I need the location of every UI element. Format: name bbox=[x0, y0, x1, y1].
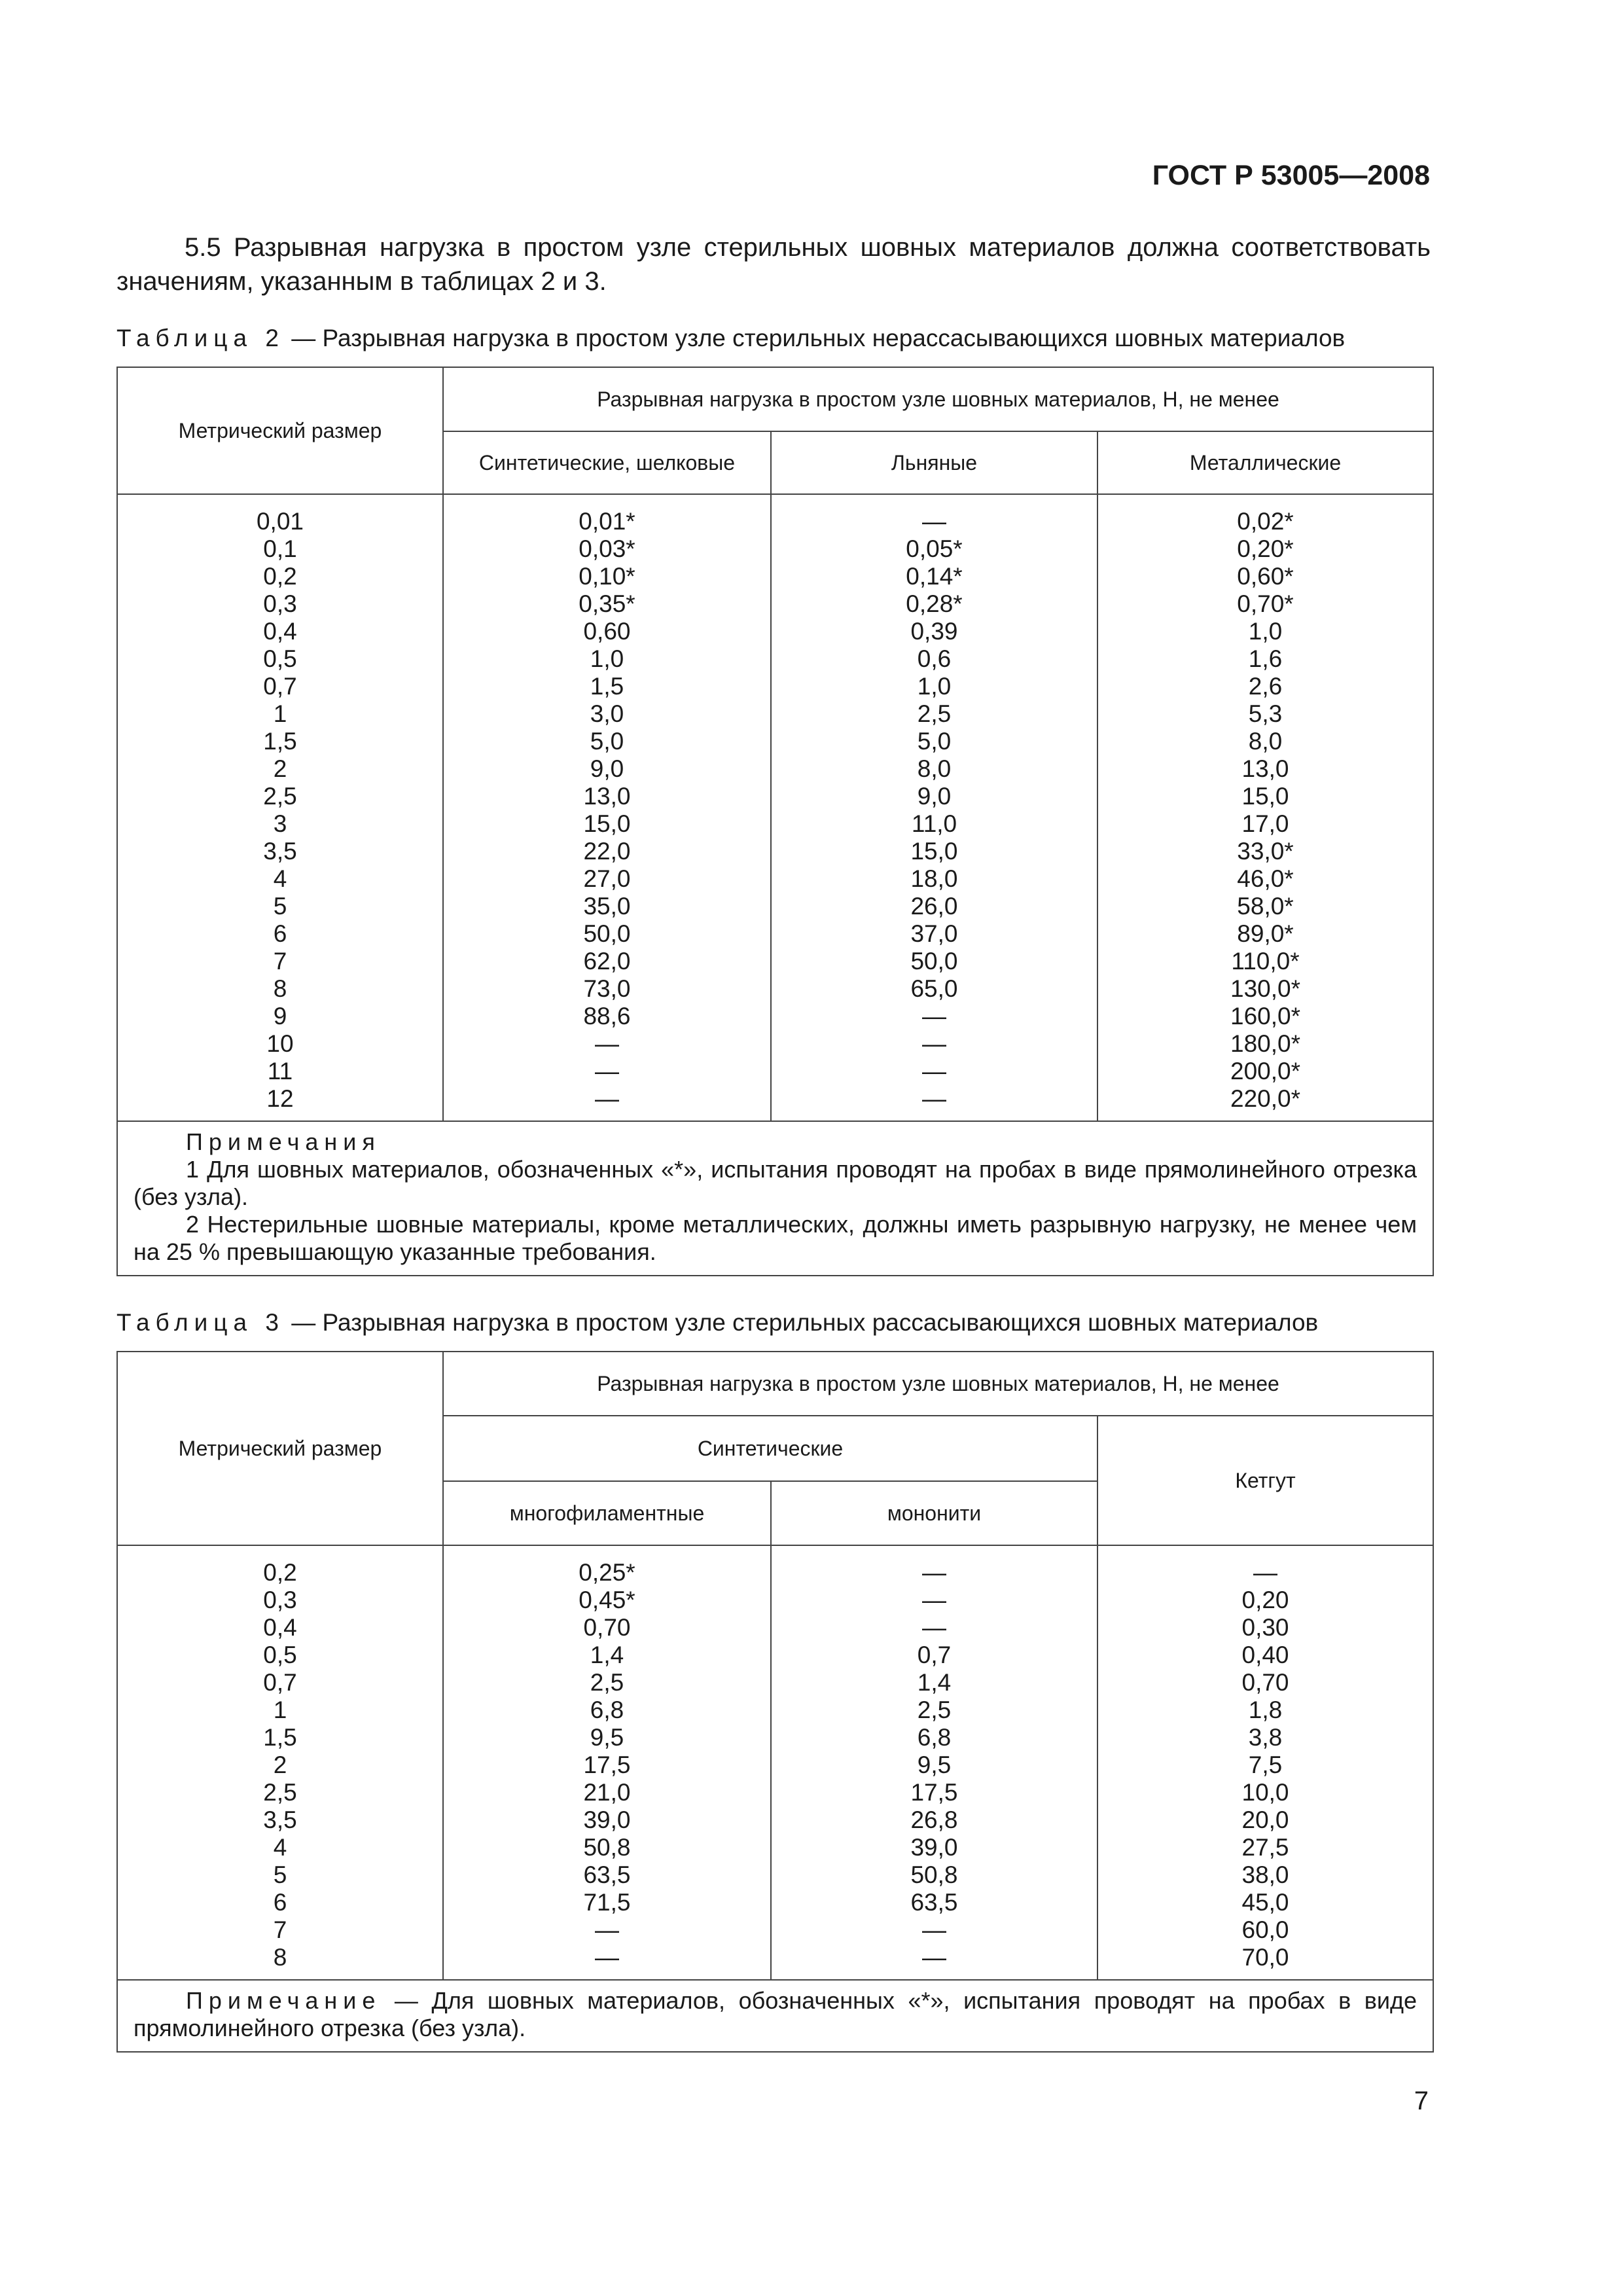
table3-note-text: — Для шовных материалов, обозначенных «*», испытания проводят на пробах в виде прямолинейного отрезка (без узла). bbox=[134, 1987, 1418, 2041]
table-cell: — bbox=[922, 1030, 946, 1057]
table-cell: 9 bbox=[273, 1003, 287, 1030]
table-cell: 0,05* bbox=[906, 535, 963, 562]
table-cell: 0,14* bbox=[906, 563, 963, 590]
table2-header-size: Метрический размер bbox=[117, 367, 443, 494]
table-cell: 2,6 bbox=[1248, 673, 1283, 700]
table2-col-metal bbox=[1097, 494, 1433, 1121]
table-cell: — bbox=[922, 508, 946, 535]
table-cell: 7,5 bbox=[1248, 1751, 1283, 1778]
table-cell: 0,30 bbox=[1241, 1614, 1289, 1641]
table3-header-multi: многофиламентные bbox=[443, 1481, 771, 1545]
table-cell: 5 bbox=[273, 893, 287, 920]
table2-notes bbox=[117, 1121, 1433, 1276]
table-cell: 2,5 bbox=[263, 783, 297, 810]
table-cell: 71,5 bbox=[583, 1889, 631, 1916]
table2 bbox=[116, 367, 1434, 1276]
table-cell: 46,0* bbox=[1237, 865, 1294, 892]
table2-caption bbox=[116, 325, 1345, 352]
table-cell: 3 bbox=[273, 810, 287, 837]
table-cell: 15,0 bbox=[1241, 783, 1289, 810]
table-cell: 1,4 bbox=[917, 1669, 952, 1696]
table-cell: 18,0 bbox=[910, 865, 958, 892]
table-cell: 50,0 bbox=[910, 948, 958, 975]
table2-note-2: 2 Нестерильные шовные материалы, кроме металлических, должны иметь разрывную нагрузку, не менее чем на 25 % превышающую указанные требования. bbox=[134, 1211, 1418, 1265]
table-cell: 1 bbox=[273, 700, 287, 727]
table-cell: — bbox=[922, 1085, 946, 1112]
table2-header-linen: Льняные bbox=[771, 431, 1097, 494]
table-cell: 0,45* bbox=[579, 1587, 635, 1613]
table-cell: 26,8 bbox=[910, 1806, 958, 1833]
table-cell: 6,8 bbox=[590, 1696, 624, 1723]
table-cell: 0,4 bbox=[263, 1614, 297, 1641]
table-cell: 2,5 bbox=[263, 1779, 297, 1806]
table-cell: 7 bbox=[273, 948, 287, 975]
table-cell: 110,0* bbox=[1231, 948, 1300, 975]
table-cell: 0,01 bbox=[256, 508, 304, 535]
table-cell: 0,01* bbox=[579, 508, 635, 535]
table-cell: 26,0 bbox=[910, 893, 958, 920]
table-cell: 0,40 bbox=[1241, 1641, 1289, 1668]
table-cell: 4 bbox=[273, 1834, 287, 1861]
table-cell: 2 bbox=[273, 1751, 287, 1778]
table-cell: — bbox=[922, 1944, 946, 1971]
table-cell: 0,60 bbox=[583, 618, 631, 645]
table-cell: 8 bbox=[273, 975, 287, 1002]
table3-col-size bbox=[117, 1545, 443, 1980]
table-cell: 0,3 bbox=[263, 590, 297, 617]
table-cell: 9,0 bbox=[917, 783, 952, 810]
table-cell: 6 bbox=[273, 920, 287, 947]
table-cell: 50,8 bbox=[583, 1834, 631, 1861]
table-cell: 50,8 bbox=[910, 1861, 958, 1888]
table-cell: 0,39 bbox=[910, 618, 958, 645]
table3-col-mono bbox=[771, 1545, 1097, 1980]
table3-col-catgut bbox=[1097, 1545, 1433, 1980]
table-cell: 39,0 bbox=[583, 1806, 631, 1833]
table-cell: 8 bbox=[273, 1944, 287, 1971]
table2-col-size bbox=[117, 494, 443, 1121]
table-cell: 0,7 bbox=[263, 673, 297, 700]
table-cell: 0,70 bbox=[583, 1614, 631, 1641]
table-cell: — bbox=[595, 1916, 619, 1943]
table-cell: 0,20 bbox=[1241, 1587, 1289, 1613]
table-cell: — bbox=[595, 1085, 619, 1112]
table-cell: 0,60* bbox=[1237, 563, 1294, 590]
table-cell: 9,5 bbox=[917, 1751, 952, 1778]
table-cell: 180,0* bbox=[1230, 1030, 1301, 1057]
table-cell: 5,0 bbox=[917, 728, 952, 755]
table-cell: 65,0 bbox=[910, 975, 958, 1002]
table-cell: 1,0 bbox=[917, 673, 952, 700]
table-cell: 1,4 bbox=[590, 1641, 624, 1668]
table2-col-synthetic bbox=[443, 494, 771, 1121]
table-cell: 22,0 bbox=[583, 838, 631, 865]
table-cell: — bbox=[1253, 1559, 1278, 1586]
table-cell: 11 bbox=[267, 1058, 293, 1085]
table3-note-label: Примечание bbox=[186, 1987, 382, 2014]
table-cell: 62,0 bbox=[583, 948, 631, 975]
table-cell: 1,5 bbox=[590, 673, 624, 700]
table-cell: 0,6 bbox=[917, 645, 952, 672]
table-cell: 50,0 bbox=[583, 920, 631, 947]
table-cell: 3,8 bbox=[1248, 1724, 1283, 1751]
table-cell: 21,0 bbox=[583, 1779, 631, 1806]
table3-header-synthetic: Синтетические bbox=[443, 1416, 1097, 1481]
table-cell: 35,0 bbox=[583, 893, 631, 920]
table-cell: 15,0 bbox=[910, 838, 958, 865]
table-cell: 13,0 bbox=[583, 783, 631, 810]
table-cell: 5,3 bbox=[1248, 700, 1283, 727]
table-cell: — bbox=[922, 1587, 946, 1613]
table2-header-synthetic: Синтетические, шелковые bbox=[443, 431, 771, 494]
table-cell: 11,0 bbox=[911, 810, 957, 837]
table-cell: — bbox=[595, 1058, 619, 1085]
table-cell: 60,0 bbox=[1241, 1916, 1289, 1943]
table-cell: 63,5 bbox=[583, 1861, 631, 1888]
table-cell: 3,5 bbox=[263, 838, 297, 865]
table-cell: 130,0* bbox=[1230, 975, 1301, 1002]
table3-caption-label: Таблица 3 bbox=[116, 1309, 285, 1336]
table-cell: 1,6 bbox=[1248, 645, 1283, 672]
table-cell: 0,7 bbox=[263, 1669, 297, 1696]
table2-col-linen bbox=[771, 494, 1097, 1121]
table-cell: — bbox=[922, 1916, 946, 1943]
table3-caption bbox=[116, 1309, 1318, 1336]
table-cell: 6,8 bbox=[917, 1724, 952, 1751]
table-cell: 17,5 bbox=[583, 1751, 631, 1778]
table-cell: — bbox=[595, 1944, 619, 1971]
table-cell: — bbox=[595, 1030, 619, 1057]
table-cell: 2,5 bbox=[917, 1696, 952, 1723]
table-cell: 5,0 bbox=[590, 728, 624, 755]
table2-caption-label: Таблица 2 bbox=[116, 325, 285, 351]
table-cell: 1 bbox=[273, 1696, 287, 1723]
table-cell: 10 bbox=[266, 1030, 294, 1057]
table-cell: 8,0 bbox=[917, 755, 952, 782]
table-cell: 13,0 bbox=[1241, 755, 1289, 782]
table-cell: 1,0 bbox=[590, 645, 624, 672]
table-cell: 0,28* bbox=[906, 590, 963, 617]
table-cell: 0,10* bbox=[579, 563, 635, 590]
intro-paragraph: 5.5 Разрывная нагрузка в простом узле стерильных шовных материалов должна соответствовать значениям, указанным в таблицах 2 и 3. bbox=[116, 233, 1431, 296]
table-cell: 10,0 bbox=[1241, 1779, 1289, 1806]
table-cell: 0,2 bbox=[263, 563, 297, 590]
table-cell: — bbox=[922, 1614, 946, 1641]
table-cell: 1,0 bbox=[1248, 618, 1283, 645]
table-cell: 0,3 bbox=[263, 1587, 297, 1613]
table-cell: 9,5 bbox=[590, 1724, 624, 1751]
table-cell: 200,0* bbox=[1230, 1058, 1301, 1085]
table-cell: 39,0 bbox=[910, 1834, 958, 1861]
table-cell: 12 bbox=[266, 1085, 294, 1112]
table-cell: 58,0* bbox=[1237, 893, 1294, 920]
table-cell: 0,1 bbox=[263, 535, 297, 562]
table2-header-metal: Металлические bbox=[1097, 431, 1433, 494]
table-cell: 1,8 bbox=[1248, 1696, 1283, 1723]
table-cell: 17,5 bbox=[910, 1779, 958, 1806]
table-cell: — bbox=[922, 1559, 946, 1586]
table-cell: 15,0 bbox=[583, 810, 631, 837]
table2-header-group: Разрывная нагрузка в простом узле шовных материалов, Н, не менее bbox=[443, 367, 1433, 431]
table-cell: 89,0* bbox=[1237, 920, 1294, 947]
table-cell: 1,5 bbox=[263, 1724, 297, 1751]
table-cell: 0,2 bbox=[263, 1559, 297, 1586]
table-cell: 27,5 bbox=[1241, 1834, 1289, 1861]
table-cell: 70,0 bbox=[1241, 1944, 1289, 1971]
table3 bbox=[116, 1351, 1434, 2053]
table-cell: 0,70 bbox=[1241, 1669, 1289, 1696]
table-cell: 37,0 bbox=[910, 920, 958, 947]
table3-header-size: Метрический размер bbox=[117, 1352, 443, 1545]
table-cell: 0,4 bbox=[263, 618, 297, 645]
table-cell: 0,02* bbox=[1237, 508, 1294, 535]
table-cell: 6 bbox=[273, 1889, 287, 1916]
table-cell: 5 bbox=[273, 1861, 287, 1888]
table-cell: 88,6 bbox=[583, 1003, 631, 1030]
table-cell: 3,0 bbox=[590, 700, 624, 727]
table-cell: 33,0* bbox=[1237, 838, 1294, 865]
table-cell: 0,70* bbox=[1237, 590, 1294, 617]
table3-caption-text: — Разрывная нагрузка в простом узле стерильных рассасывающихся шовных материалов bbox=[284, 1309, 1319, 1336]
page-number: 7 bbox=[1414, 2087, 1429, 2115]
table-cell: 0,5 bbox=[263, 645, 297, 672]
table3-col-multi bbox=[443, 1545, 771, 1980]
table-cell: 45,0 bbox=[1241, 1889, 1289, 1916]
table-cell: 27,0 bbox=[583, 865, 631, 892]
table-cell: 20,0 bbox=[1241, 1806, 1289, 1833]
table3-header-group: Разрывная нагрузка в простом узле шовных материалов, Н, не менее bbox=[443, 1352, 1433, 1416]
table-cell: 63,5 bbox=[910, 1889, 958, 1916]
table-cell: 0,5 bbox=[263, 1641, 297, 1668]
table-cell: 220,0* bbox=[1230, 1085, 1301, 1112]
table3-header-mono: мононити bbox=[771, 1481, 1097, 1545]
table2-caption-text: — Разрывная нагрузка в простом узле стерильных нерассасывающихся шовных материалов bbox=[284, 325, 1346, 351]
table2-note-1: 1 Для шовных материалов, обозначенных «*», испытания проводят на пробах в виде прямолинейного отрезка (без узла). bbox=[134, 1156, 1418, 1210]
table3-note bbox=[117, 1980, 1433, 2052]
table-cell: 9,0 bbox=[590, 755, 624, 782]
table-cell: 7 bbox=[273, 1916, 287, 1943]
table-cell: 8,0 bbox=[1248, 728, 1283, 755]
table-cell: 0,20* bbox=[1237, 535, 1294, 562]
table-cell: 3,5 bbox=[263, 1806, 297, 1833]
table-cell: 73,0 bbox=[583, 975, 631, 1002]
table-cell: 38,0 bbox=[1241, 1861, 1289, 1888]
table-cell: 160,0* bbox=[1230, 1003, 1301, 1030]
document-code: ГОСТ Р 53005—2008 bbox=[1152, 160, 1430, 191]
table-cell: 1,5 bbox=[263, 728, 297, 755]
table-cell: 4 bbox=[273, 865, 287, 892]
table2-notes-title: Примечания bbox=[186, 1128, 381, 1155]
table-cell: 2,5 bbox=[917, 700, 952, 727]
table-cell: — bbox=[922, 1003, 946, 1030]
table-cell: 0,35* bbox=[579, 590, 635, 617]
table-cell: 17,0 bbox=[1241, 810, 1289, 837]
table-cell: 0,03* bbox=[579, 535, 635, 562]
table3-header-catgut: Кетгут bbox=[1097, 1416, 1433, 1545]
table-cell: 2,5 bbox=[590, 1669, 624, 1696]
table-cell: 0,7 bbox=[917, 1641, 952, 1668]
table-cell: — bbox=[922, 1058, 946, 1085]
table-cell: 2 bbox=[273, 755, 287, 782]
table-cell: 0,25* bbox=[579, 1559, 635, 1586]
